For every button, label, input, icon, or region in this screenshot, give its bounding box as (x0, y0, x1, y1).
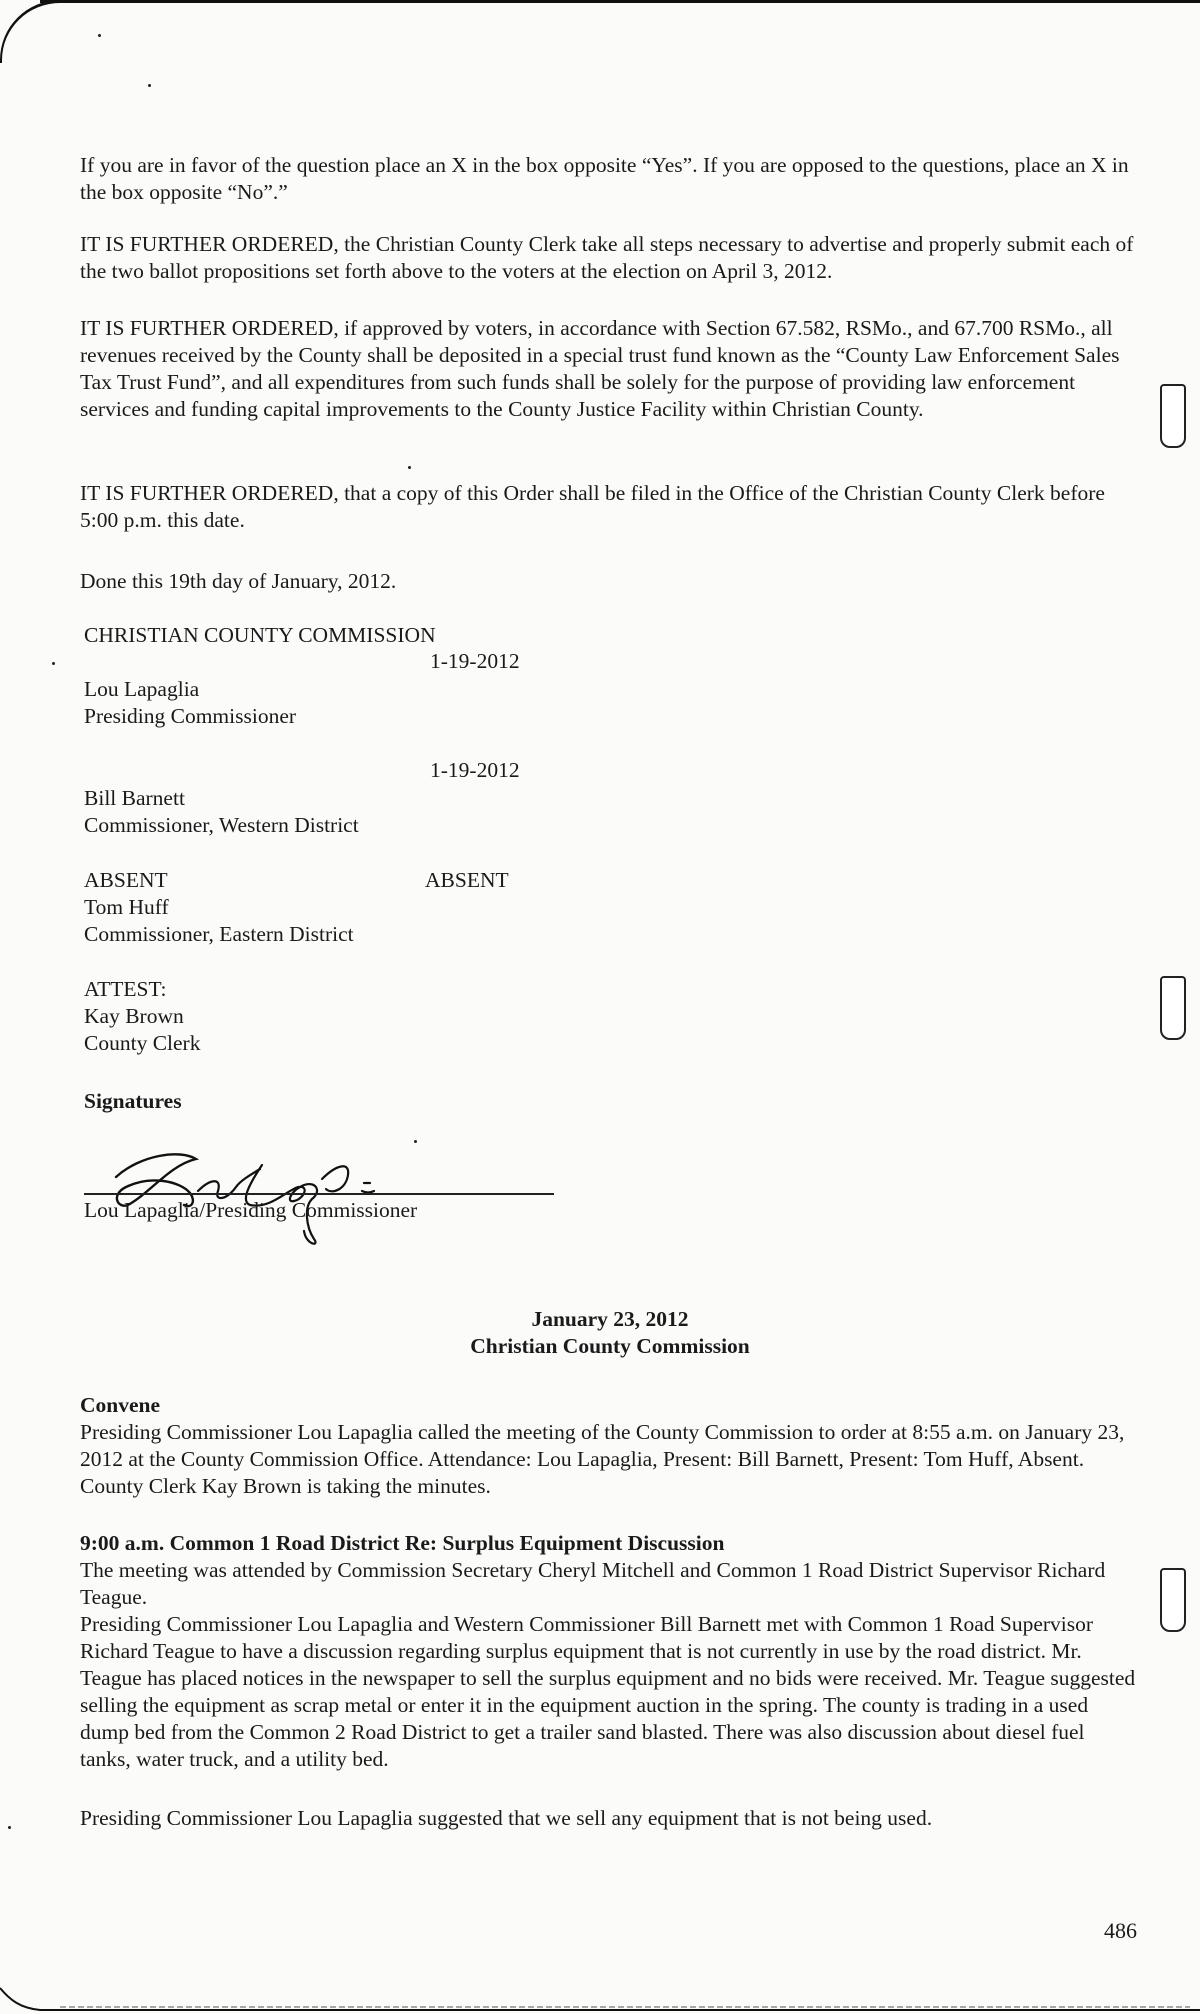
agenda-item-discussion: Presiding Commissioner Lou Lapaglia and Western Commissioner Bill Barnett met with Common 1 Road Supervisor Richard Teague to have a discussion regarding surplus equipment that is not currently in use by the road district. Mr. Teague has placed notices in the newspaper to sell the surplus equipment and no bids were received. Mr. Teague suggested selling the equipment as scrap metal or enter it in the equipment auction in the spring. The county is trading in a used dump bed from the Common 2 Road District to get a trailer sand blasted. There was also discussion about diesel fuel tanks, water truck, and a utility bed. (80, 1612, 1136, 1771)
scan-speck (8, 1826, 11, 1829)
order-advertise-paragraph: IT IS FURTHER ORDERED, the Christian County Clerk take all steps necessary to advertise and properly submit each of the two ballot propositions set forth above to the voters at the election on April 3, 2012. (80, 232, 1134, 283)
commission-heading: CHRISTIAN COUNTY COMMISSION (84, 623, 436, 647)
binder-ring-hole (1160, 976, 1186, 1040)
western-title: Commissioner, Western District (84, 813, 359, 837)
page-number: 486 (1104, 1918, 1137, 1943)
presiding-sign-date: 1-19-2012 (430, 649, 520, 673)
presiding-name: Lou Lapaglia (84, 677, 200, 701)
order-trust-fund-paragraph: IT IS FURTHER ORDERED, if approved by voters, in accordance with Section 67.582, RSMo., and 67.700 RSMo., all revenues received by the County shall be deposited in a special trust fund known as the “County Law Enforcement Sales Tax Trust Fund”, and all expenditures from such funds shall be solely for the purpose of providing law enforcement services and funding capital improvements to the County Justice Facility within Christian County. (80, 316, 1120, 421)
presiding-title: Presiding Commissioner (84, 704, 297, 728)
signatures-heading: Signatures (84, 1089, 182, 1113)
scan-edge-bottom (0, 1974, 1200, 2014)
western-name: Bill Barnett (84, 786, 185, 810)
signature-line-label: Lou Lapaglia/Presiding Commissioner (84, 1198, 418, 1222)
done-date-line: Done this 19th day of January, 2012. (80, 569, 397, 593)
signature-line (84, 1193, 554, 1195)
order-filing-paragraph: IT IS FURTHER ORDERED, that a copy of this Order shall be filed in the Office of the Christian County Clerk before 5:00 p.m. this date. (80, 481, 1105, 532)
eastern-title: Commissioner, Eastern District (84, 922, 354, 946)
attest-label: ATTEST: (84, 977, 167, 1001)
minutes-date: January 23, 2012 (531, 1307, 689, 1331)
agenda-item-heading: 9:00 a.m. Common 1 Road District Re: Surplus Equipment Discussion (80, 1531, 725, 1555)
scan-speck (52, 662, 55, 665)
ballot-instruction-paragraph: If you are in favor of the question place an X in the box opposite “Yes”. If you are opposed to the questions, place an X in the box opposite “No”.” (80, 153, 1129, 204)
scan-corner (0, 0, 62, 63)
scan-edge-top (40, 0, 1200, 3)
agenda-item-suggestion: Presiding Commissioner Lou Lapaglia suggested that we sell any equipment that is not being used. (80, 1806, 933, 1830)
binder-ring-hole (1160, 1568, 1186, 1632)
minutes-body-title: Christian County Commission (470, 1334, 750, 1358)
scan-speck (98, 34, 101, 37)
handwritten-signature (100, 1135, 440, 1255)
clerk-title: County Clerk (84, 1031, 201, 1055)
clerk-name: Kay Brown (84, 1004, 184, 1028)
binder-ring-hole (1160, 384, 1186, 448)
agenda-item-attendance: The meeting was attended by Commission Secretary Cheryl Mitchell and Common 1 Road District Supervisor Richard Teague. (80, 1558, 1106, 1609)
eastern-name: Tom Huff (84, 895, 169, 919)
eastern-status-right: ABSENT (425, 868, 509, 892)
western-sign-date: 1-19-2012 (430, 758, 520, 782)
scan-speck (148, 84, 151, 87)
eastern-status-left: ABSENT (84, 868, 168, 892)
convene-heading: Convene (80, 1393, 161, 1417)
scan-speck (408, 466, 411, 469)
convene-text: Presiding Commissioner Lou Lapaglia called the meeting of the County Commission to order at 8:55 a.m. on January 23, 2012 at the County Commission Office. Attendance: Lou Lapaglia, Present: Bill Barnett, Present: Tom Huff, Absent. County Clerk Kay Brown is taking the minutes. (80, 1420, 1125, 1498)
